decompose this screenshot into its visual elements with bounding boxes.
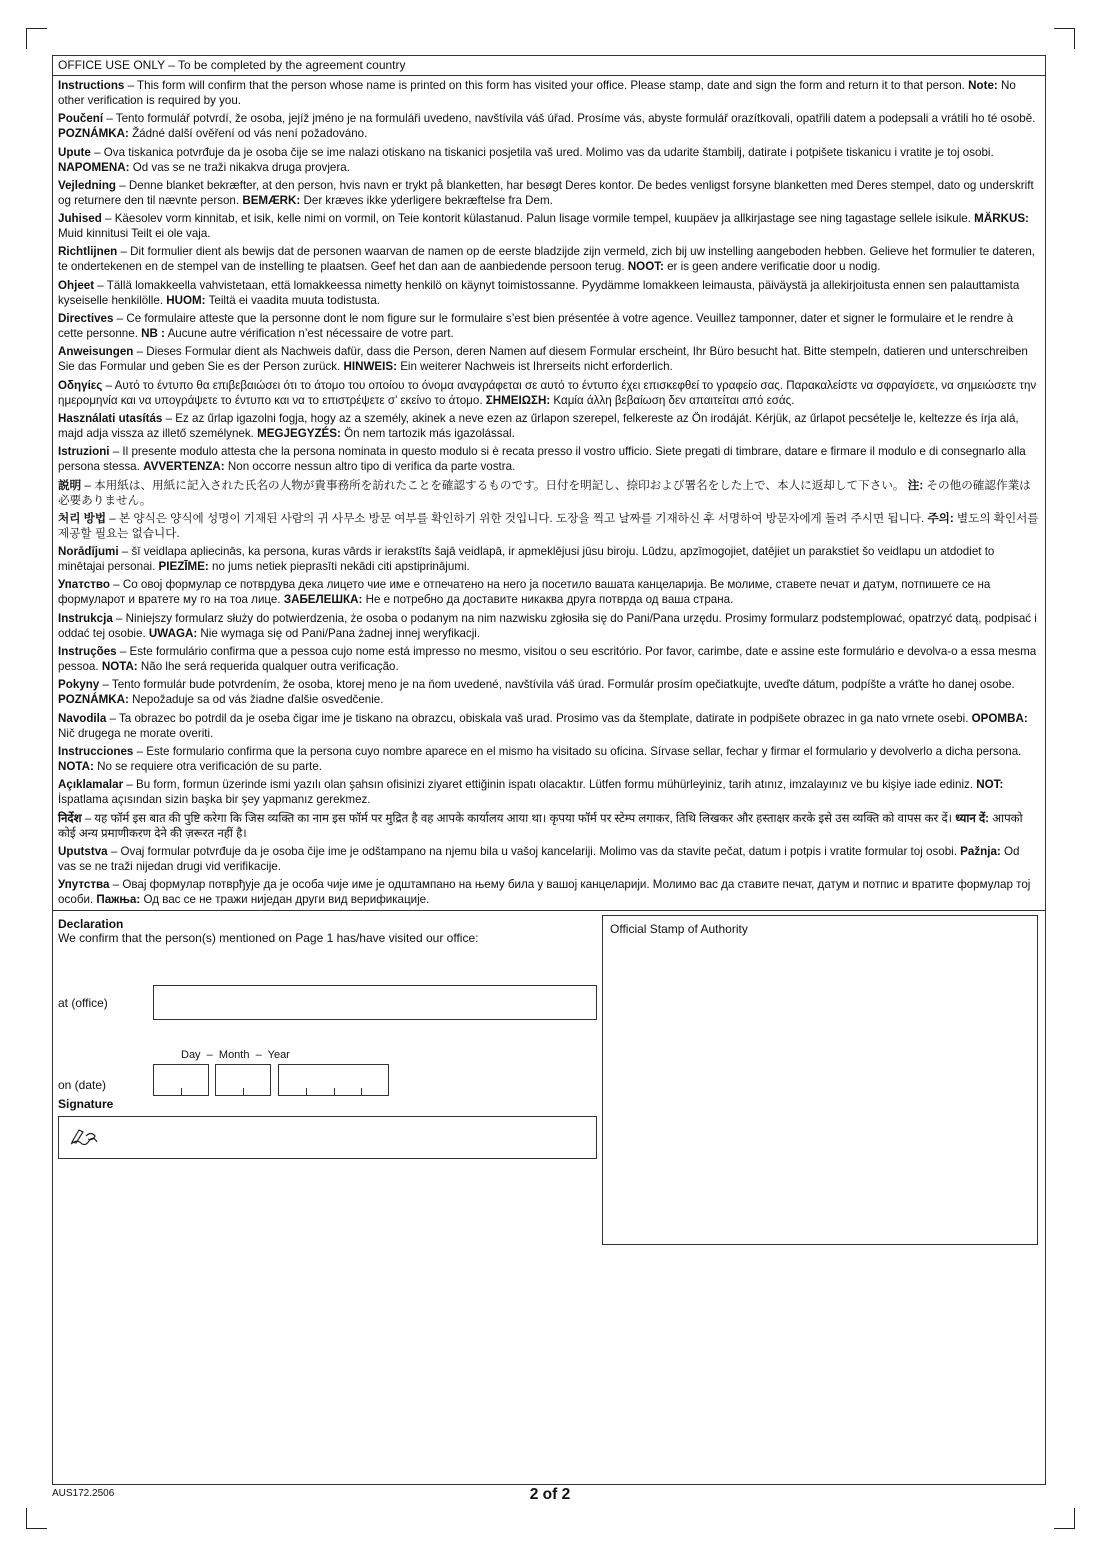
instruction-text: – Ova tiskanica potvrđuje da je osoba čije se ime nalazi otiskano na tiskanici posjetila vaš ured. Molimo vas da udarite štambilj, datirate i potpišete tiskanicu i vratite je toj osobi. [90, 145, 994, 159]
instruction-block [58, 178, 1040, 208]
instruction-note: Aucune autre vérification n’est nécessaire de votre part. [164, 327, 454, 341]
instruction-language-label: Instrucciones [58, 744, 134, 758]
stamp-label: Official Stamp of Authority [610, 922, 748, 937]
instruction-note-label: POZNÁMKA: [58, 127, 129, 141]
office-use-header: OFFICE USE ONLY – To be completed by the agreement country [53, 56, 1045, 76]
instruction-note: No other verification is required by you. [58, 79, 1016, 107]
instruction-block [58, 711, 1040, 741]
instruction-language-label: Anweisungen [58, 345, 134, 359]
instruction-text: – Dit formulier dient als bewijs dat de personen waarvan de namen op de eerste bladzijde zijn vermeld, zich bij uw instelling aangeboden hebben. Gelieve het formulier te dateren, te ondertekenen en de stempel van de instelling te plaatsen. Geef het dan aan de aanbiedende persoon terug. [58, 245, 1035, 274]
instruction-language-label: Ohjeet [58, 278, 95, 292]
instruction-note: その他の確認作業は必要ありません。 [58, 478, 1031, 507]
instruction-language-label: Juhised [58, 212, 102, 226]
crop-mark-bottom-left [26, 1508, 47, 1529]
instruction-block [58, 78, 1040, 108]
instruction-language-label: 説明 [58, 478, 82, 492]
instruction-text: – Овај формулар потврђује да је особа чије име је одштампано на њему била у вашој канцеларији. Молимо вас да ставите печат, датум и потпис и вратите формулар тој особи. [58, 878, 1031, 907]
instruction-note-label: NB : [141, 327, 165, 341]
instruction-note: Od vas se ne traži nikakva druga provjera. [129, 160, 350, 174]
instruction-language-label: Instruções [58, 645, 117, 659]
crop-mark-bottom-right [1054, 1508, 1075, 1529]
instruction-language-label: Istruzioni [58, 445, 110, 459]
instruction-language-label: 처리 방법 [58, 511, 107, 525]
instruction-block [58, 811, 1040, 841]
month-field[interactable] [215, 1064, 271, 1096]
instruction-language-label: Navodila [58, 711, 107, 725]
instruction-text: – 本用紙は、用紙に記入された氏名の人物が貴事務所を訪れたことを確認するものです。日付を明記し、捺印および署名をした上で、本人に返却して下さい。 [81, 478, 908, 492]
instruction-note-label: NOTA: [58, 759, 94, 773]
instruction-note: आपको कोई अन्य प्रमाणीकरण देने की ज़रूरत नहीं है। [58, 811, 1023, 840]
instruction-note-label: POZNÁMKA: [58, 693, 129, 707]
instruction-language-label: Használati utasítás [58, 411, 163, 425]
instruction-block [58, 511, 1040, 541]
office-label: at (office) [58, 996, 108, 1011]
instruction-text: – Со овој формулар се потврдува дека лицето чие име е отпечатено на него ја посетило вашата канцеларија. Ве молиме, ставете печат и датум, потпишете се на формуларот и вратете му го на тоа лице. [58, 578, 991, 607]
instruction-block [58, 378, 1040, 408]
instruction-text: – Niniejszy formularz służy do potwierdzenia, że osoba o podanym na nim nazwisku zgłosiła się do Pani/Pana urzędu. Prosimy formularz podstemplować, opatrzyć datą, podpisać i oddać tej osobie. [58, 611, 1037, 640]
instruction-block [58, 877, 1040, 907]
instruction-block [58, 677, 1040, 707]
instructions-list [53, 76, 1045, 907]
instruction-text: – Käesolev vorm kinnitab, et isik, kelle nimi on vormil, on Teie kontorit külastanud. Palun lisage vormile tempel, kuupäev ja allkirjastage see ning tagastage sellele isikule. [101, 212, 975, 226]
instruction-block [58, 544, 1040, 574]
instruction-text: – Αυτό το έντυπο θα επιβεβαιώσει ότι το άτομο του οποίου το όνομα αναγράφεται σε αυτό το έντυπο έχει επισκεφθεί το γραφείο σας. Παρακαλείστε να σφραγίσετε, να σημειώσετε την ημερομηνία και να υπογράψετε το έντυπο και να το επιστρέψετε σ’ εκείνο το άτομο. [58, 378, 1037, 407]
instruction-note-label: NOTA: [101, 660, 138, 674]
office-use-frame [52, 55, 1046, 1485]
instruction-note: Non occorre nessun altro tipo di verifica da parte vostra. [224, 460, 516, 474]
instruction-text: – Tento formulár bude potvrdením, že osoba, ktorej meno je na ňom uvedené, navštívila váš úrad. Formulár prosím opečiatkujte, uveďte dátum, podpíšte a vráťte ho danej osobe. [99, 678, 1015, 692]
crop-mark-top-right [1054, 28, 1075, 49]
official-stamp-box [602, 915, 1038, 1245]
instruction-block [58, 311, 1040, 341]
instruction-note-label: ΣΗΜΕΙΩΣΗ: [485, 393, 551, 407]
instruction-note-label: 주의: [927, 511, 954, 525]
instruction-language-label: Instrukcja [58, 611, 113, 625]
instruction-note: Nepožaduje sa od vás žiadne ďalšie osvedčenie. [128, 693, 384, 707]
instruction-text: – Tällä lomakkeella vahvistetaan, että lomakkeessa nimetty henkilö on käynyt toimistossanne. Pyydämme lomakkeen leimausta, päiväystä ja allekirjoitusta ennen sen palauttamista kyseiselle henkilölle. [58, 278, 1020, 307]
instruction-note-label: AVVERTENZA: [143, 460, 225, 474]
instruction-note-label: OPOMBA: [971, 711, 1028, 725]
instruction-language-label: Poučení [58, 112, 104, 126]
signature-label: Signature [58, 1097, 114, 1112]
instruction-text: – Ta obrazec bo potrdil da je oseba čigar ime je tiskano na obrazcu, obiskala vaš urad. Prosimo vas da štemplate, datirate in podpišete obrazec in ga nato vrnete osebi. [106, 711, 972, 725]
instruction-text: – यह फॉर्म इस बात की पुष्टि करेगा कि जिस व्यक्ति का नाम इस फॉर्म पर मुद्रित है वह आपके कार्यालय आया था। कृपया फॉर्म पर स्टेम्प लगाकर, तिथि लिखकर और हस्ताक्षर करके इसे उस व्यक्ति को वापस कर दें। [81, 811, 956, 825]
crop-mark-top-left [26, 28, 47, 49]
instruction-block [58, 111, 1040, 141]
instruction-text: – Ce formulaire atteste que la personne dont le nom figure sur le formulaire s’est bien présentée à votre agence. Veuillez tamponner, dater et signer le formulaire et le rendre à cette personne. [58, 312, 1014, 341]
date-parts-label: Day – Month – Year [181, 1049, 290, 1062]
pen-sign-icon [69, 1127, 99, 1145]
instruction-block [58, 844, 1040, 874]
instruction-text: – Il presente modulo attesta che la persona nominata in questo modulo si è recata presso il vostro ufficio. Siete pregati di timbrare, datare e firmare il modulo e di consegnarlo alla persona stessa. [58, 445, 1026, 474]
declaration-text: We confirm that the person(s) mentioned on Page 1 has/have visited our office: [58, 931, 479, 946]
instruction-text: – This form will confirm that the person whose name is printed on this form has visited your office. Please stamp, date and sign the form and return it to that person. [124, 79, 969, 92]
instruction-note: Teiltä ei vaadita muuta todistusta. [205, 293, 381, 307]
instruction-block [58, 278, 1040, 308]
instruction-language-label: Pokyny [58, 678, 100, 692]
instruction-language-label: Norādījumi [58, 545, 119, 559]
instruction-note: Od vas se ne traži nijedan drugi vid verifikacije. [58, 844, 1020, 873]
instruction-block [58, 611, 1040, 641]
instruction-text: – šī veidlapa apliecinās, ka persona, kuras vārds ir ierakstīts šajā veidlapā, ir apmeklējusi jūsu biroju. Lūdzu, apzīmogojiet, datējiet un parakstiet šo veidlapu un atdodiet to minētajai personai. [58, 545, 995, 574]
declaration-section [53, 911, 1045, 1251]
instruction-block [58, 145, 1040, 175]
declaration-title: Declaration [58, 917, 124, 932]
instruction-note: Не е потребно да доставите никаква друга потврда од ваша страна. [362, 593, 734, 607]
instruction-language-label: Upute [58, 145, 91, 159]
instruction-note-label: NOOT: [627, 260, 664, 274]
instruction-block [58, 211, 1040, 241]
instruction-text: – Tento formulář potvrdí, že osoba, jejíž jméno je na formuláři uvedeno, navštívila váš úřad. Prosíme vás, abyste formulář orazítkovali, opatřili datem a podepsali a vrátili ho té osobě. [103, 112, 1036, 126]
instruction-language-label: Richtlijnen [58, 245, 118, 259]
instruction-note: Од вас се не тражи ниједан други вид верификације. [140, 893, 430, 907]
instruction-note: no jums netiek pieprasīti nekādi citi apstiprinājumi. [208, 560, 470, 574]
instruction-note-label: Note: [968, 79, 998, 92]
instruction-text: – Ovaj formular potvrđuje da je osoba čije ime je odštampano na njemu bila u vašoj kancelariji. Molimo vas da stavite pečat, datum i potpis i vratite formular toj osobi. [107, 844, 961, 858]
instruction-text: – Este formulário confirma que a pessoa cujo nome está impresso no mesmo, visitou o seu escritório. Por favor, carimbe, date e assine este formulário e devolva-o a essa mesma pessoa. [58, 645, 1037, 674]
instruction-note-label: Pažnja: [960, 844, 1001, 858]
instruction-note: Καμία άλλη βεβαίωση δεν απαιτείται από εσάς. [550, 393, 795, 407]
instruction-text: – Dieses Formular dient als Nachweis dafür, dass die Person, deren Namen auf diesem Formular erscheint, Ihr Büro besucht hat. Bitte stempeln, datieren und unterschreiben Sie das Formular und geben Sie es der Person zurück. [58, 345, 1028, 374]
instruction-language-label: Instructions [58, 79, 125, 92]
instruction-language-label: Açıklamalar [58, 778, 124, 792]
instruction-block [58, 344, 1040, 374]
instruction-block [58, 411, 1040, 441]
instruction-note-label: UWAGA: [148, 626, 198, 640]
instruction-block [58, 744, 1040, 774]
instruction-block [58, 577, 1040, 607]
instruction-note: Ön nem tartozik más igazolással. [340, 426, 515, 440]
instruction-note-label: ध्यान दें: [955, 811, 990, 825]
instruction-note: No se requiere otra verificación de su parte. [93, 759, 322, 773]
instruction-note: er is geen andere verificatie door u nodig. [663, 260, 881, 274]
instruction-text: – Este formulario confirma que la persona cuyo nombre aparece en el mismo ha visitado su oficina. Sírvase sellar, fechar y firmar el formulario y devolverlo a dicha persona. [133, 744, 1022, 758]
instruction-block [58, 444, 1040, 474]
signature-field[interactable] [58, 1116, 597, 1159]
instruction-language-label: Οδηγίες [58, 378, 103, 392]
instruction-note: Nič drugega ne morate overiti. [58, 726, 214, 740]
instruction-language-label: Uputstva [58, 844, 108, 858]
instruction-note-label: MEGJEGYZÉS: [257, 426, 341, 440]
page-number: 2 of 2 [529, 1486, 571, 1503]
form-code: AUS172.2506 [52, 1488, 115, 1499]
instruction-note-label: PIEZĪME: [158, 560, 209, 574]
instruction-note: 별도의 확인서를 제공할 필요는 없습니다. [58, 511, 1039, 540]
instruction-text: – 본 양식은 양식에 성명이 기재된 사람의 귀 사무소 방문 여부를 확인하기 위한 것입니다. 도장을 찍고 날짜를 기재하신 후 서명하여 방문자에게 돌려 주시면 됩니다. [106, 511, 928, 525]
instruction-language-label: Directives [58, 312, 114, 326]
instruction-note-label: ЗАБЕЛЕШКА: [283, 593, 363, 607]
instruction-block [58, 644, 1040, 674]
instruction-block [58, 777, 1040, 807]
instruction-note-label: NOT: [976, 778, 1004, 792]
date-label: on (date) [58, 1078, 107, 1093]
instruction-note: İspatlama açısından sizin başka bir şey yapmanız gerekmez. [58, 793, 371, 807]
day-field[interactable] [153, 1064, 209, 1096]
instruction-note-label: 注: [907, 478, 924, 492]
instruction-note-label: Пажња: [96, 893, 141, 907]
instruction-text: – Denne blanket bekræfter, at den person, hvis navn er trykt på blanketten, har besøgt Deres kontor. De bedes venligst forsyne blanketten med Deres stempel, dato og underskrift og returnere den til nævnte person. [58, 178, 1034, 207]
instruction-note: Der kræves ikke yderligere bekræftelse fra Dem. [300, 193, 553, 207]
instruction-language-label: Упутства [58, 878, 110, 892]
instruction-note-label: HINWEIS: [343, 360, 397, 374]
instruction-text: – Bu form, formun üzerinde ismi yazılı olan şahsın ofisinizi ziyaret ettiğinin ispatı olacaktır. Lütfen formu mühürleyiniz, tarih atınız, imzalayınız ve bu kişiye iade ediniz. [123, 778, 977, 792]
instruction-block [58, 244, 1040, 274]
instruction-note-label: NAPOMENA: [58, 160, 130, 174]
year-field[interactable] [278, 1064, 389, 1096]
instruction-note-label: BEMÆRK: [242, 193, 301, 207]
instruction-note: Muid kinnitusi Teilt ei ole vaja. [58, 227, 211, 241]
instruction-note: Ein weiterer Nachweis ist Ihrerseits nicht erforderlich. [396, 360, 673, 374]
office-field[interactable] [153, 985, 597, 1020]
instruction-note-label: MÄRKUS: [974, 212, 1029, 226]
instruction-note-label: HUOM: [166, 293, 206, 307]
instruction-note: Nie wymaga się od Pani/Pana żadnej innej weryfikacji. [197, 626, 481, 640]
instruction-language-label: Vejledning [58, 178, 116, 192]
instruction-text: – Ez az űrlap igazolni fogja, hogy az a személy, akinek a neve ezen az űrlapon szerepel, felkereste az Ön irodáját. Kérjük, az űrlapot pecsételje le, keltezze és írja alá, majd adja vissza az illető személynek. [58, 411, 1019, 440]
instruction-language-label: निर्देश [58, 811, 82, 825]
instruction-note: Não lhe será requerida qualquer outra verificação. [137, 660, 399, 674]
instruction-language-label: Упатство [58, 578, 110, 592]
instruction-block [58, 478, 1040, 508]
instruction-note: Žádné další ověření od vás není požadováno. [128, 127, 368, 141]
